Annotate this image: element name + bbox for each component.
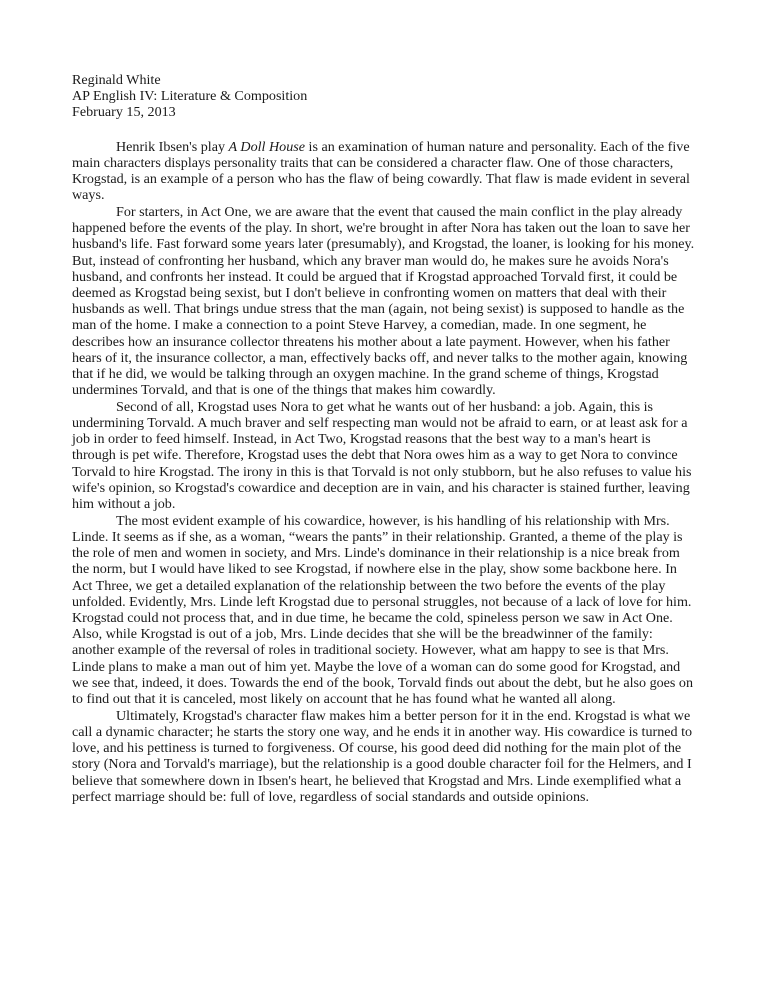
essay-body	[72, 139, 697, 805]
play-title: A Doll House	[228, 138, 306, 155]
paragraph-act-one: For starters, in Act One, we are aware that the event that caused the main conflict in the play already happened before the events of the play. In short, we're brought in after Nora has taken out the loan to save her husband's life. Fast forward some years later (presumably), and Krogstad, the loaner, is looking for his money. But, instead of confronting her husband, which any braver man would do, he makes sure he avoids Nora's husband, and confronts her instead. It could be argued that if Krogstad approached Torvald first, it could be deemed as Krogstad being sexist, but I don't believe in confronting women on matters that deal with their husbands as well. That brings undue stress that the man (again, not being sexist) is supposed to handle as the man of the home. I make a connection to a point Steve Harvey, a comedian, made. In one segment, he describes how an insurance collector threatens his mother about a late payment. However, when his father hears of it, the insurance collector, a man, effectively backs off, and never talks to the mother again, knowing that if he did, we would be talking through an oxygen machine. In the grand scheme of things, Krogstad undermines Torvald, and that is one of the things that makes him cowardly.	[72, 203, 695, 399]
essay-date: February 15, 2013	[72, 104, 176, 121]
paragraph-conclusion: Ultimately, Krogstad's character flaw makes him a better person for it in the end. Krogstad is what we call a dynamic character; he starts the story one way, and he ends it in another way. His cowardice is turned to love, and his pettiness is turned to forgiveness. Of course, his good deed did nothing for the main plot of the story (Nora and Torvald's marriage), but the relationship is a good double character foil for the Helmers, and I believe that somewhere down in Ibsen's heart, he believed that Krogstad and Mrs. Linde exemplified what a perfect marriage should be: full of love, regardless of social standards and outside opinions.	[72, 707, 693, 805]
paragraph-act-three: The most evident example of his cowardice, however, is his handling of his relationship with Mrs. Linde. It seems as if she, as a woman, “wears the pants” in their relationship. Granted, a theme of the play is the role of men and women in society, and Mrs. Linde's dominance in their relationship is a nice break from the norm, but I would have liked to see Krogstad, if nowhere else in the play, show some backbone here. In Act Three, we get a detailed explanation of the relationship between the two before the events of the play unfolded. Evidently, Mrs. Linde left Krogstad due to personal struggles, not because of a lack of love for him. Krogstad could not process that, and in due time, he became the cold, spineless person we saw in Act One. Also, while Krogstad is out of a job, Mrs. Linde decides that she will be the breadwinner of the family: another example of the reversal of roles in traditional society. However, what am happy to see is that Mrs. Linde plans to make a man out of him yet. Maybe the love of a woman can do some good for Krogstad, and we see that, indeed, it does. Towards the end of the book, Torvald finds out about the debt, but he also goes on to find out that it is canceled, most likely on account that he has found what he wanted all along.	[72, 512, 694, 708]
author-name: Reginald White	[72, 72, 161, 88]
essay-header	[72, 72, 697, 121]
essay-page	[72, 72, 697, 805]
intro-text-after: is an examination of human nature and personality. Each of the five main characters displays personality traits that can be considered a character flaw. One of those characters, Krogstad, is an example of a person who has the flaw of being cowardly. That flaw is made evident in several ways.	[72, 138, 690, 204]
paragraph-intro	[72, 139, 697, 204]
course-name: AP English IV: Literature & Composition	[72, 88, 308, 105]
intro-text-before: Henrik Ibsen's play	[116, 138, 229, 155]
paragraph-act-two: Second of all, Krogstad uses Nora to get what he wants out of her husband: a job. Again, this is undermining Torvald. A much braver and self respecting man would not be afraid to earn, or at least ask for a job in order to feed himself. Instead, in Act Two, Krogstad reasons that the best way to a man's heart is through is pet wife. Therefore, Krogstad uses the debt that Nora owes him as a way to get Nora to convince Torvald to hire Krogstad. The irony in this is that Torvald is not only stubborn, but he also refuses to value his wife's opinion, so Krogstad's cowardice and deception are in vain, and his character is stained further, leaving him without a job.	[72, 398, 692, 513]
